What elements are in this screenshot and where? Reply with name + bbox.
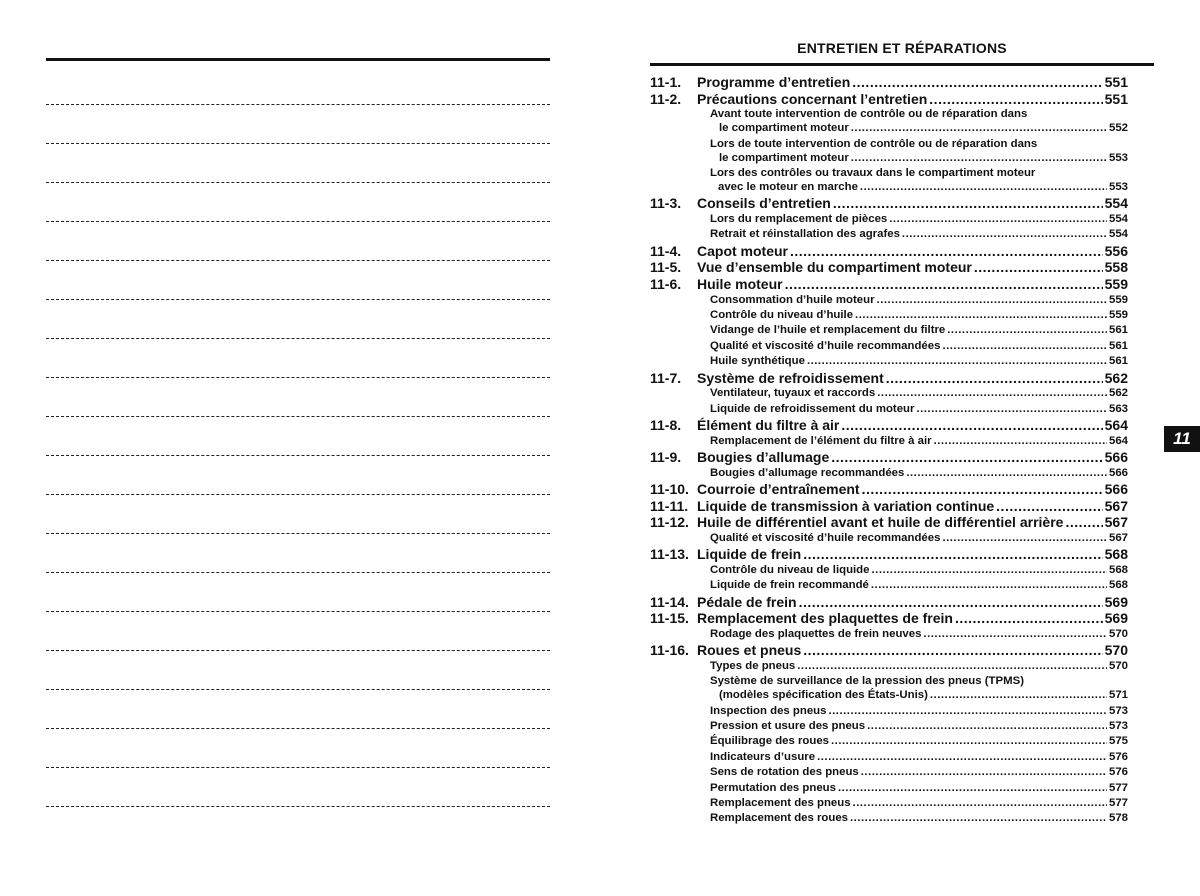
toc-sub-entry[interactable] [650, 339, 1128, 354]
leader-dots [803, 546, 1102, 563]
toc-title: Liquide de frein [697, 546, 802, 563]
note-line [46, 689, 550, 690]
toc-title: Élément du filtre à air [697, 417, 840, 434]
toc-entry-11-4[interactable] [650, 243, 1128, 260]
toc-sub-title: Permutation des pneus [710, 781, 836, 794]
toc-title: Vue d’ensemble du compartiment moteur [697, 259, 972, 276]
note-line [46, 767, 550, 768]
toc-page: 566 [1104, 449, 1128, 466]
toc-page: 570 [1104, 642, 1128, 659]
toc-sub-entry[interactable] [650, 121, 1128, 136]
toc-entry-11-6[interactable] [650, 276, 1128, 293]
leader-dots [851, 151, 1107, 166]
toc-page: 558 [1104, 259, 1128, 276]
leader-dots [852, 74, 1102, 91]
toc-sub-title: Rodage des plaquettes de frein neuves [710, 627, 922, 640]
toc-page: 570 [1108, 627, 1128, 640]
toc-sub-title: Retrait et réinstallation des agrafes [710, 228, 900, 241]
toc-page: 577 [1108, 797, 1128, 810]
note-line [46, 455, 550, 456]
toc-page: 554 [1104, 195, 1128, 212]
toc-number: 11-12. [650, 514, 689, 531]
leader-dots [831, 734, 1107, 749]
note-line [46, 494, 550, 495]
toc-page: 575 [1108, 735, 1128, 748]
toc-entry-11-14[interactable] [650, 594, 1128, 611]
leader-dots [831, 449, 1102, 466]
toc-title: Pédale de frein [697, 593, 797, 610]
toc-title: Bougies d’allumage [697, 449, 830, 466]
toc-page: 569 [1104, 593, 1128, 610]
toc-page: 559 [1108, 309, 1128, 321]
toc-number: 11-3. [650, 195, 682, 212]
toc-title: Remplacement des plaquettes de frein [697, 610, 953, 627]
note-line [46, 416, 550, 417]
leader-dots [906, 466, 1107, 481]
leader-dots [855, 308, 1107, 323]
toc-number: 11-5. [650, 259, 682, 276]
toc-sub-entry[interactable] [650, 323, 1128, 338]
toc-title: Huile moteur [697, 276, 783, 292]
leader-dots [877, 293, 1107, 308]
leader-dots [807, 354, 1107, 369]
leader-dots [916, 402, 1107, 417]
toc-page: 563 [1108, 402, 1128, 415]
toc-number: 11-16. [650, 642, 689, 659]
toc-page: 564 [1104, 417, 1128, 434]
toc-page: 577 [1108, 781, 1128, 794]
toc-sub-entry[interactable] [650, 734, 1128, 749]
toc-number: 11-11. [650, 497, 689, 514]
toc-sub-entry[interactable] [650, 796, 1128, 811]
toc-sub-title: Liquide de refroidissement du moteur [710, 402, 915, 415]
toc-sub-entry[interactable] [650, 688, 1128, 703]
note-line [46, 260, 550, 261]
toc-sub-entry[interactable] [650, 151, 1128, 166]
toc-title: Programme d’entretien [697, 74, 851, 90]
toc-number: 11-1. [650, 74, 682, 90]
note-line [46, 650, 550, 651]
note-line [46, 377, 550, 378]
toc-sub-title: (modèles spécification des États-Unis) [719, 689, 928, 702]
leader-dots [974, 259, 1103, 276]
toc-page: 568 [1108, 563, 1128, 576]
chapter-thumb-tab: 11 [1164, 426, 1200, 452]
leader-dots [929, 91, 1102, 108]
toc-page: 568 [1108, 579, 1128, 592]
leader-dots [850, 811, 1107, 826]
toc-page: 562 [1108, 387, 1128, 400]
toc-title: Précautions concernant l’entretien [697, 90, 928, 107]
toc-page: 562 [1104, 369, 1128, 386]
toc-title: Conseils d’entretien [697, 195, 831, 212]
section-title-rule [650, 63, 1154, 66]
toc-sub-entry[interactable] [650, 781, 1128, 796]
toc-sub-title: Contrôle du niveau de liquide [710, 563, 870, 576]
note-line [46, 533, 550, 534]
toc-page: 561 [1108, 339, 1128, 352]
toc-page: 569 [1104, 610, 1128, 627]
toc-sub-title: Types de pneus [710, 659, 796, 672]
toc-title: Capot moteur [697, 242, 788, 259]
toc-sub-title: Consommation d’huile moteur [710, 293, 875, 306]
toc-page: 566 [1104, 481, 1128, 498]
toc-sub-title: Équilibrage des roues [710, 735, 830, 748]
toc-entry-11-12[interactable] [650, 514, 1128, 531]
toc-number: 11-2. [650, 90, 682, 107]
toc-sub-entry[interactable] [650, 180, 1128, 195]
toc-page: 551 [1104, 90, 1128, 107]
toc-page: 567 [1104, 497, 1128, 514]
leader-dots [902, 227, 1107, 242]
toc-page: 567 [1108, 531, 1128, 544]
toc-sub-title: le compartiment moteur [719, 151, 849, 164]
toc-sub-heading[interactable]: Avant toute intervention de contrôle ou de réparation dans [710, 108, 1028, 121]
toc-entry-11-5[interactable] [650, 259, 1128, 276]
toc-page: 576 [1108, 750, 1128, 763]
leader-dots [828, 704, 1107, 719]
toc-sub-heading[interactable]: Lors des contrôles ou travaux dans le compartiment moteur [710, 167, 1036, 179]
toc-sub-entry[interactable] [650, 719, 1128, 734]
toc-page: 576 [1108, 766, 1128, 779]
note-line [46, 299, 550, 300]
toc-sub-title: Ventilateur, tuyaux et raccords [710, 387, 876, 400]
toc-sub-entry[interactable] [650, 308, 1128, 323]
toc-sub-entry[interactable] [650, 627, 1128, 642]
leader-dots [797, 659, 1107, 674]
toc-sub-entry[interactable] [650, 531, 1128, 546]
toc-number: 11-4. [650, 242, 682, 259]
leader-dots [996, 498, 1102, 515]
toc-sub-title: Pression et usure des pneus [710, 720, 866, 733]
leader-dots [860, 180, 1107, 195]
toc-page: 578 [1108, 812, 1128, 825]
section-title: ENTRETIEN ET RÉPARATIONS [797, 40, 1007, 56]
toc-page: 564 [1108, 434, 1128, 447]
toc-sub-title: le compartiment moteur [719, 122, 849, 135]
leader-dots [803, 642, 1102, 659]
toc-number: 11-6. [650, 276, 682, 292]
toc-page: 573 [1108, 720, 1128, 733]
toc-sub-title: Liquide de frein recommandé [710, 579, 869, 592]
toc-page: 570 [1108, 659, 1128, 672]
toc-number: 11-10. [650, 481, 689, 498]
leader-dots [871, 578, 1107, 593]
toc-number: 11-13. [650, 546, 689, 563]
toc-page: 552 [1108, 122, 1128, 135]
leader-dots [851, 121, 1107, 136]
toc-page: 566 [1108, 466, 1128, 479]
toc-page: 559 [1108, 293, 1128, 306]
leader-dots [785, 276, 1103, 293]
toc-sub-entry[interactable] [650, 386, 1128, 401]
toc-page: 567 [1104, 514, 1128, 531]
note-line [46, 338, 550, 339]
leader-dots [877, 386, 1107, 401]
toc-number: 11-15. [650, 610, 689, 627]
note-line [46, 221, 550, 222]
leader-dots [942, 531, 1107, 546]
toc-entry-11-10[interactable] [650, 481, 1128, 498]
leader-dots [934, 434, 1107, 449]
toc-title: Roues et pneus [697, 642, 802, 659]
leader-dots [947, 323, 1107, 338]
toc-sub-entry[interactable] [650, 212, 1128, 227]
leader-dots [817, 750, 1107, 765]
toc-page: 554 [1108, 213, 1128, 225]
toc-sub-title: Qualité et viscosité d’huile recommandées [710, 339, 941, 352]
toc-sub-title: Remplacement de l’élément du filtre à air [710, 434, 932, 447]
toc-sub-title: Contrôle du niveau d’huile [710, 309, 854, 321]
leader-dots [955, 610, 1103, 627]
toc-sub-entry[interactable] [650, 434, 1128, 449]
toc-page: 561 [1108, 355, 1128, 368]
toc-page: 561 [1108, 324, 1128, 337]
toc-sub-title: Vidange de l’huile et remplacement du filtre [710, 324, 946, 337]
toc-page: 554 [1108, 228, 1128, 241]
toc-entry-11-16[interactable] [650, 642, 1128, 659]
toc-sub-title: Remplacement des roues [710, 812, 849, 825]
toc-page: 571 [1108, 689, 1128, 702]
leader-dots [867, 719, 1107, 734]
toc-page: 553 [1108, 181, 1128, 193]
leader-dots [838, 781, 1107, 796]
toc-title: Courroie d’entraînement [697, 481, 860, 498]
note-line [46, 611, 550, 612]
toc-page: 556 [1104, 242, 1128, 259]
toc-number: 11-8. [650, 417, 682, 434]
toc-sub-entry[interactable] [650, 811, 1128, 826]
toc-sub-title: Bougies d’allumage recommandées [710, 466, 905, 479]
leader-dots [833, 195, 1103, 212]
toc-sub-title: Sens de rotation des pneus [710, 766, 859, 779]
toc-entry-11-7[interactable] [650, 370, 1128, 387]
leader-dots [1065, 514, 1102, 531]
leader-dots [861, 765, 1107, 780]
toc-entry-11-1[interactable] [650, 74, 1128, 91]
toc-sub-title: Remplacement des pneus [710, 797, 851, 810]
note-line [46, 806, 550, 807]
toc-sub-title: Huile synthétique [710, 355, 805, 368]
toc-sub-heading[interactable]: Lors de toute intervention de contrôle ou de réparation dans [710, 137, 1038, 150]
leader-dots [942, 339, 1107, 354]
notes-top-rule [46, 58, 550, 61]
toc-sub-entry[interactable] [650, 402, 1128, 417]
toc-sub-entry[interactable] [650, 578, 1128, 593]
toc-page: 553 [1108, 151, 1128, 164]
table-of-contents [650, 74, 1128, 827]
toc-sub-title: avec le moteur en marche [718, 181, 858, 193]
toc-sub-title: Lors du remplacement de pièces [710, 213, 888, 225]
toc-number: 11-14. [650, 593, 689, 610]
toc-sub-entry[interactable] [650, 354, 1128, 369]
toc-page: 568 [1104, 546, 1128, 563]
toc-sub-entry[interactable] [650, 466, 1128, 481]
toc-entry-11-3[interactable] [650, 195, 1128, 212]
toc-sub-entry[interactable] [650, 659, 1128, 674]
leader-dots [799, 594, 1103, 611]
toc-entry-11-11[interactable] [650, 498, 1128, 515]
leader-dots [862, 481, 1103, 498]
toc-sub-entry[interactable] [650, 765, 1128, 780]
toc-title: Huile de différentiel avant et huile de différentiel arrière [697, 514, 1064, 531]
toc-sub-entry[interactable] [650, 563, 1128, 578]
leader-dots [889, 212, 1107, 227]
toc-sub-title: Qualité et viscosité d’huile recommandées [710, 531, 941, 544]
toc-sub-entry[interactable] [650, 227, 1128, 242]
leader-dots [853, 796, 1107, 811]
toc-entry-11-2[interactable] [650, 91, 1128, 108]
toc-page: 559 [1104, 276, 1128, 292]
toc-sub-title: Inspection des pneus [710, 704, 827, 717]
toc-title: Liquide de transmission à variation continue [697, 497, 995, 514]
leader-dots [886, 370, 1103, 387]
note-line [46, 728, 550, 729]
toc-entry-11-13[interactable] [650, 546, 1128, 563]
toc-sub-entry[interactable] [650, 293, 1128, 308]
toc-sub-entry[interactable] [650, 750, 1128, 765]
toc-sub-title: Indicateurs d’usure [710, 750, 816, 763]
toc-number: 11-9. [650, 449, 682, 466]
toc-number: 11-7. [650, 369, 682, 386]
note-line [46, 104, 550, 105]
leader-dots [841, 417, 1102, 434]
toc-title: Système de refroidissement [697, 369, 884, 386]
leader-dots [923, 627, 1107, 642]
leader-dots [871, 563, 1107, 578]
toc-entry-11-15[interactable] [650, 610, 1128, 627]
toc-page: 573 [1108, 704, 1128, 717]
note-line [46, 143, 550, 144]
note-line [46, 182, 550, 183]
toc-sub-entry[interactable] [650, 704, 1128, 719]
note-line [46, 572, 550, 573]
leader-dots [930, 688, 1107, 703]
toc-entry-11-9[interactable] [650, 449, 1128, 466]
leader-dots [790, 243, 1103, 260]
toc-sub-heading[interactable]: Système de surveillance de la pression des pneus (TPMS) [710, 675, 1024, 688]
toc-page: 551 [1104, 74, 1128, 90]
toc-entry-11-8[interactable] [650, 417, 1128, 434]
